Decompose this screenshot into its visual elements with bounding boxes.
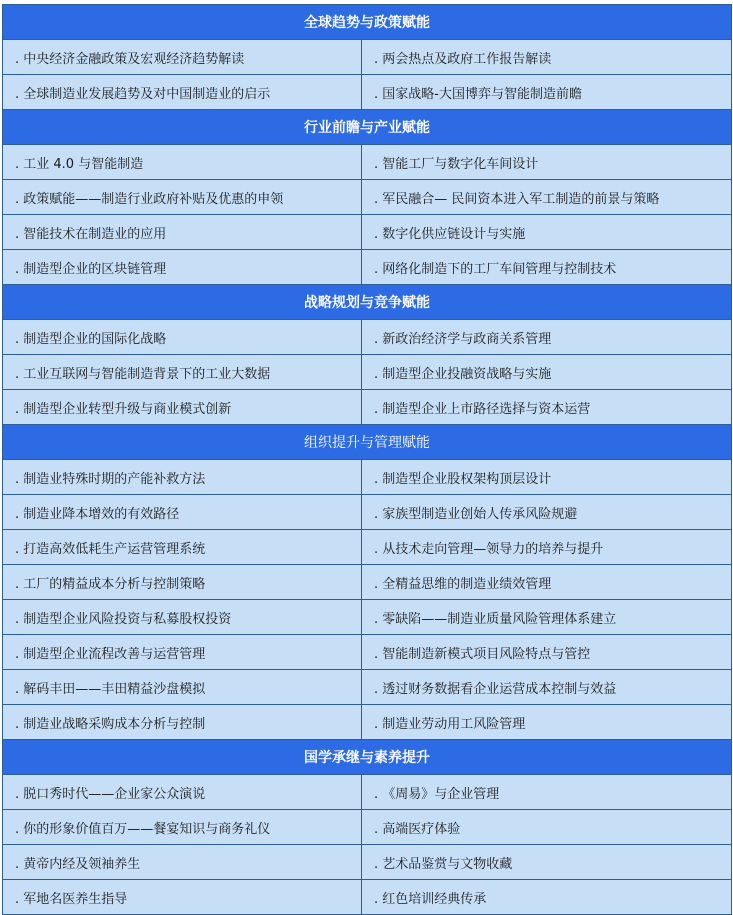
- course-item-right: . 家族型制造业创始人传承风险规避: [362, 495, 732, 530]
- course-item-left: . 工业 4.0 与智能制造: [3, 145, 362, 180]
- table-row: [3, 810, 732, 845]
- course-item-left: . 制造型企业转型升级与商业模式创新: [3, 390, 362, 425]
- course-item-right: . 零缺陷——制造业质量风险管理体系建立: [362, 600, 732, 635]
- course-item-right: . 制造型企业投融资战略与实施: [362, 355, 732, 390]
- course-table: [2, 4, 732, 915]
- section-title: 组织提升与管理赋能: [3, 425, 732, 460]
- course-catalog: [2, 4, 731, 915]
- course-item-left: . 政策赋能——制造行业政府补贴及优惠的申领: [3, 180, 362, 215]
- course-item-right: . 智能工厂与数字化车间设计: [362, 145, 732, 180]
- course-item-left: . 军地名医养生指导: [3, 880, 362, 915]
- course-item-right: . 制造型企业上市路径选择与资本运营: [362, 390, 732, 425]
- course-item-right: . 智能制造新模式项目风险特点与管控: [362, 635, 732, 670]
- table-row: [3, 635, 732, 670]
- course-item-left: . 全球制造业发展趋势及对中国制造业的启示: [3, 75, 362, 110]
- course-item-left: . 智能技术在制造业的应用: [3, 215, 362, 250]
- table-row: [3, 40, 732, 75]
- course-item-left: . 脱口秀时代——企业家公众演说: [3, 775, 362, 810]
- table-row: [3, 390, 732, 425]
- course-item-right: . 新政治经济学与政商关系管理: [362, 320, 732, 355]
- table-row: [3, 355, 732, 390]
- course-item-right: . 数字化供应链设计与实施: [362, 215, 732, 250]
- course-item-left: . 中央经济金融政策及宏观经济趋势解读: [3, 40, 362, 75]
- course-item-right: . 网络化制造下的工厂车间管理与控制技术: [362, 250, 732, 285]
- course-item-left: . 打造高效低耗生产运营管理系统: [3, 530, 362, 565]
- course-item-left: . 制造型企业流程改善与运营管理: [3, 635, 362, 670]
- course-item-left: . 你的形象价值百万——餐宴知识与商务礼仪: [3, 810, 362, 845]
- course-item-left: . 工业互联网与智能制造背景下的工业大数据: [3, 355, 362, 390]
- table-row: [3, 670, 732, 705]
- table-row: [3, 460, 732, 495]
- course-item-left: . 制造业特殊时期的产能补救方法: [3, 460, 362, 495]
- course-item-right: . 两会热点及政府工作报告解读: [362, 40, 732, 75]
- section-header-row: [3, 285, 732, 320]
- course-item-left: . 制造型企业风险投资与私募股权投资: [3, 600, 362, 635]
- section-title: 全球趋势与政策赋能: [3, 5, 732, 40]
- course-item-right: . 制造业劳动用工风险管理: [362, 705, 732, 740]
- table-row: [3, 180, 732, 215]
- course-item-right: . 制造型企业股权架构顶层设计: [362, 460, 732, 495]
- course-item-left: . 制造型企业的区块链管理: [3, 250, 362, 285]
- course-item-right: . 艺术品鉴赏与文物收藏: [362, 845, 732, 880]
- course-item-left: . 黄帝内经及领袖养生: [3, 845, 362, 880]
- section-header-row: [3, 425, 732, 460]
- section-title: 行业前瞻与产业赋能: [3, 110, 732, 145]
- table-row: [3, 880, 732, 915]
- section-header-row: [3, 5, 732, 40]
- table-row: [3, 215, 732, 250]
- table-row: [3, 775, 732, 810]
- course-item-left: . 制造业战略采购成本分析与控制: [3, 705, 362, 740]
- section-header-row: [3, 740, 732, 775]
- course-item-right: . 从技术走向管理—领导力的培养与提升: [362, 530, 732, 565]
- course-item-right: . 《周易》与企业管理: [362, 775, 732, 810]
- table-row: [3, 320, 732, 355]
- course-item-left: . 解码丰田——丰田精益沙盘模拟: [3, 670, 362, 705]
- course-item-right: . 国家战略-大国博弈与智能制造前瞻: [362, 75, 732, 110]
- table-row: [3, 705, 732, 740]
- table-row: [3, 250, 732, 285]
- course-item-left: . 制造型企业的国际化战略: [3, 320, 362, 355]
- section-title: 战略规划与竞争赋能: [3, 285, 732, 320]
- course-item-right: . 红色培训经典传承: [362, 880, 732, 915]
- course-item-right: . 透过财务数据看企业运营成本控制与效益: [362, 670, 732, 705]
- table-row: [3, 75, 732, 110]
- table-row: [3, 145, 732, 180]
- table-row: [3, 530, 732, 565]
- table-row: [3, 495, 732, 530]
- course-item-left: . 工厂的精益成本分析与控制策略: [3, 565, 362, 600]
- table-row: [3, 565, 732, 600]
- table-row: [3, 600, 732, 635]
- course-item-left: . 制造业降本增效的有效路径: [3, 495, 362, 530]
- course-table-body: [3, 5, 732, 915]
- table-row: [3, 845, 732, 880]
- section-title: 国学承继与素养提升: [3, 740, 732, 775]
- course-item-right: . 全精益思维的制造业绩效管理: [362, 565, 732, 600]
- course-item-right: . 军民融合— 民间资本进入军工制造的前景与策略: [362, 180, 732, 215]
- course-item-right: . 高端医疗体验: [362, 810, 732, 845]
- section-header-row: [3, 110, 732, 145]
